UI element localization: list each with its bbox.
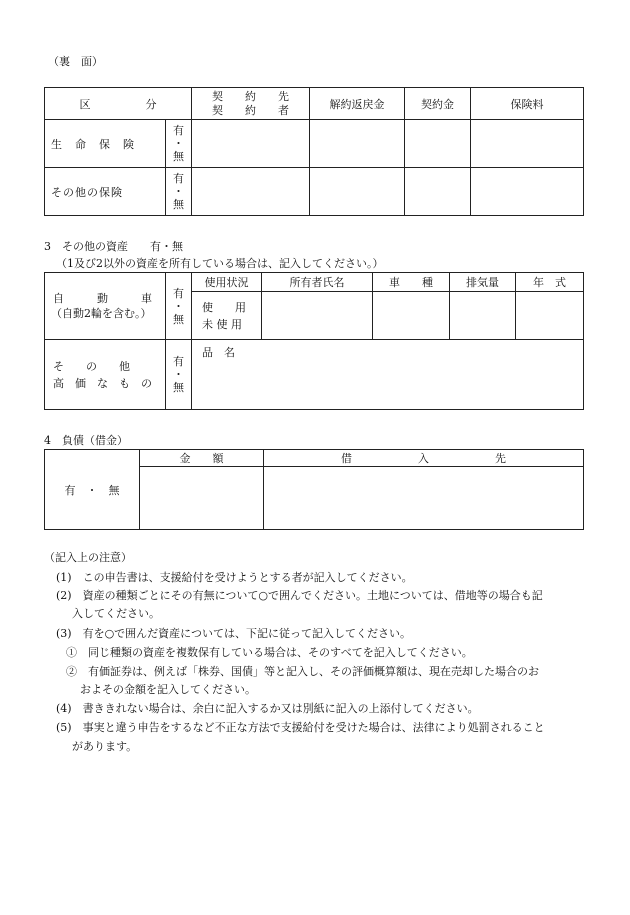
row-life-insurance: 生 命 保 険: [45, 120, 166, 168]
row-other-insurance: その他の保険: [45, 168, 166, 216]
car-label-line2: （自動2輪を含む。）: [51, 307, 152, 320]
cell-other-party[interactable]: [192, 168, 310, 216]
cell-model-year[interactable]: [516, 292, 584, 340]
yes-no-valuables: 有 ・ 無: [166, 340, 192, 410]
cell-life-refund[interactable]: [310, 120, 405, 168]
cell-life-party[interactable]: [192, 120, 310, 168]
cell-other-contract[interactable]: [405, 168, 471, 216]
debt-yes-no: 有 ・ 無: [45, 450, 140, 530]
cell-other-refund[interactable]: [310, 168, 405, 216]
usage-unused: 未 使 用: [202, 317, 242, 331]
cell-life-contract[interactable]: [405, 120, 471, 168]
note-3-2-line1: ② 有価証券は、例えば「株券、国債」等と記入し、その評価概算額は、現在売却した場合のお: [66, 665, 539, 678]
other-assets-table: [44, 272, 584, 410]
note-3-1: ① 同じ種類の資産を複数保有している場合は、そのすべてを記入してください。: [66, 646, 473, 659]
usage-in-use: 使 用: [202, 300, 246, 314]
car-label-line1: 自 動 車: [53, 292, 152, 305]
header-model-year: 年 式: [516, 273, 584, 292]
note-2-line2: 入してください。: [72, 607, 160, 620]
note-3: (3) 有を○で囲んだ資産については、下記に従って記入してください。: [56, 627, 411, 640]
insurance-table: [44, 87, 584, 216]
header-car-type: 車 種: [373, 273, 450, 292]
note-2-line1: (2) 資産の種類ごとにその有無について○で囲んでください。土地については、借地等の場合も記: [56, 589, 543, 602]
usage-options[interactable]: [192, 292, 262, 340]
header-usage: 使用状況: [192, 273, 262, 292]
header-premium: 保険料: [471, 88, 584, 120]
cell-displacement[interactable]: [450, 292, 516, 340]
yes-no-car: 有 ・ 無: [166, 273, 192, 340]
cell-other-premium[interactable]: [471, 168, 584, 216]
header-debt-amount: 金 額: [140, 450, 264, 467]
cell-debt-amount[interactable]: [140, 467, 264, 530]
other-valuables-line1: そ の 他: [53, 359, 130, 373]
section-3-title: 3 その他の資産 有・無: [44, 240, 183, 253]
header-lender: 借 入 先: [264, 450, 584, 467]
notes-title: （記入上の注意）: [44, 551, 132, 564]
header-contract-party-line1: 契 約 先: [212, 89, 289, 103]
header-owner: 所有者氏名: [262, 273, 373, 292]
debt-table: [44, 449, 584, 530]
other-valuables-line2: 高 価 な も の: [53, 376, 152, 390]
header-displacement: 排気量: [450, 273, 516, 292]
back-side-label: （裏 面）: [48, 55, 103, 68]
car-label: [45, 273, 166, 340]
header-refund: 解約返戻金: [310, 88, 405, 120]
cell-car-type[interactable]: [373, 292, 450, 340]
yes-no-other: 有 ・ 無: [166, 168, 192, 216]
cell-item-name[interactable]: [192, 340, 584, 410]
section-3-subtitle: （1及び2以外の資産を所有している場合は、記入してください。）: [56, 257, 384, 270]
header-contract-party-line2: 契 約 者: [212, 103, 289, 117]
note-1: (1) この申告書は、支援給付を受けようとする者が記入してください。: [56, 571, 413, 584]
item-name-label: 品 名: [202, 346, 235, 359]
header-kubun: 区 分: [45, 88, 192, 120]
section-4-title: 4 負債（借金）: [44, 434, 128, 447]
note-5-line1: (5) 事実と違う申告をするなど不正な方法で支援給付を受けた場合は、法律により処罰されること: [56, 721, 545, 734]
note-5-line2: があります。: [72, 740, 138, 753]
cell-life-premium[interactable]: [471, 120, 584, 168]
other-valuables-label: [45, 340, 166, 410]
note-4: (4) 書ききれない場合は、余白に記入するか又は別紙に記入の上添付してください。: [56, 702, 479, 715]
yes-no-life: 有 ・ 無: [166, 120, 192, 168]
cell-owner[interactable]: [262, 292, 373, 340]
cell-lender[interactable]: [264, 467, 584, 530]
header-contract-party: [192, 88, 310, 120]
header-contract-amount: 契約金: [405, 88, 471, 120]
note-3-2-line2: およその金額を記入してください。: [80, 683, 256, 696]
